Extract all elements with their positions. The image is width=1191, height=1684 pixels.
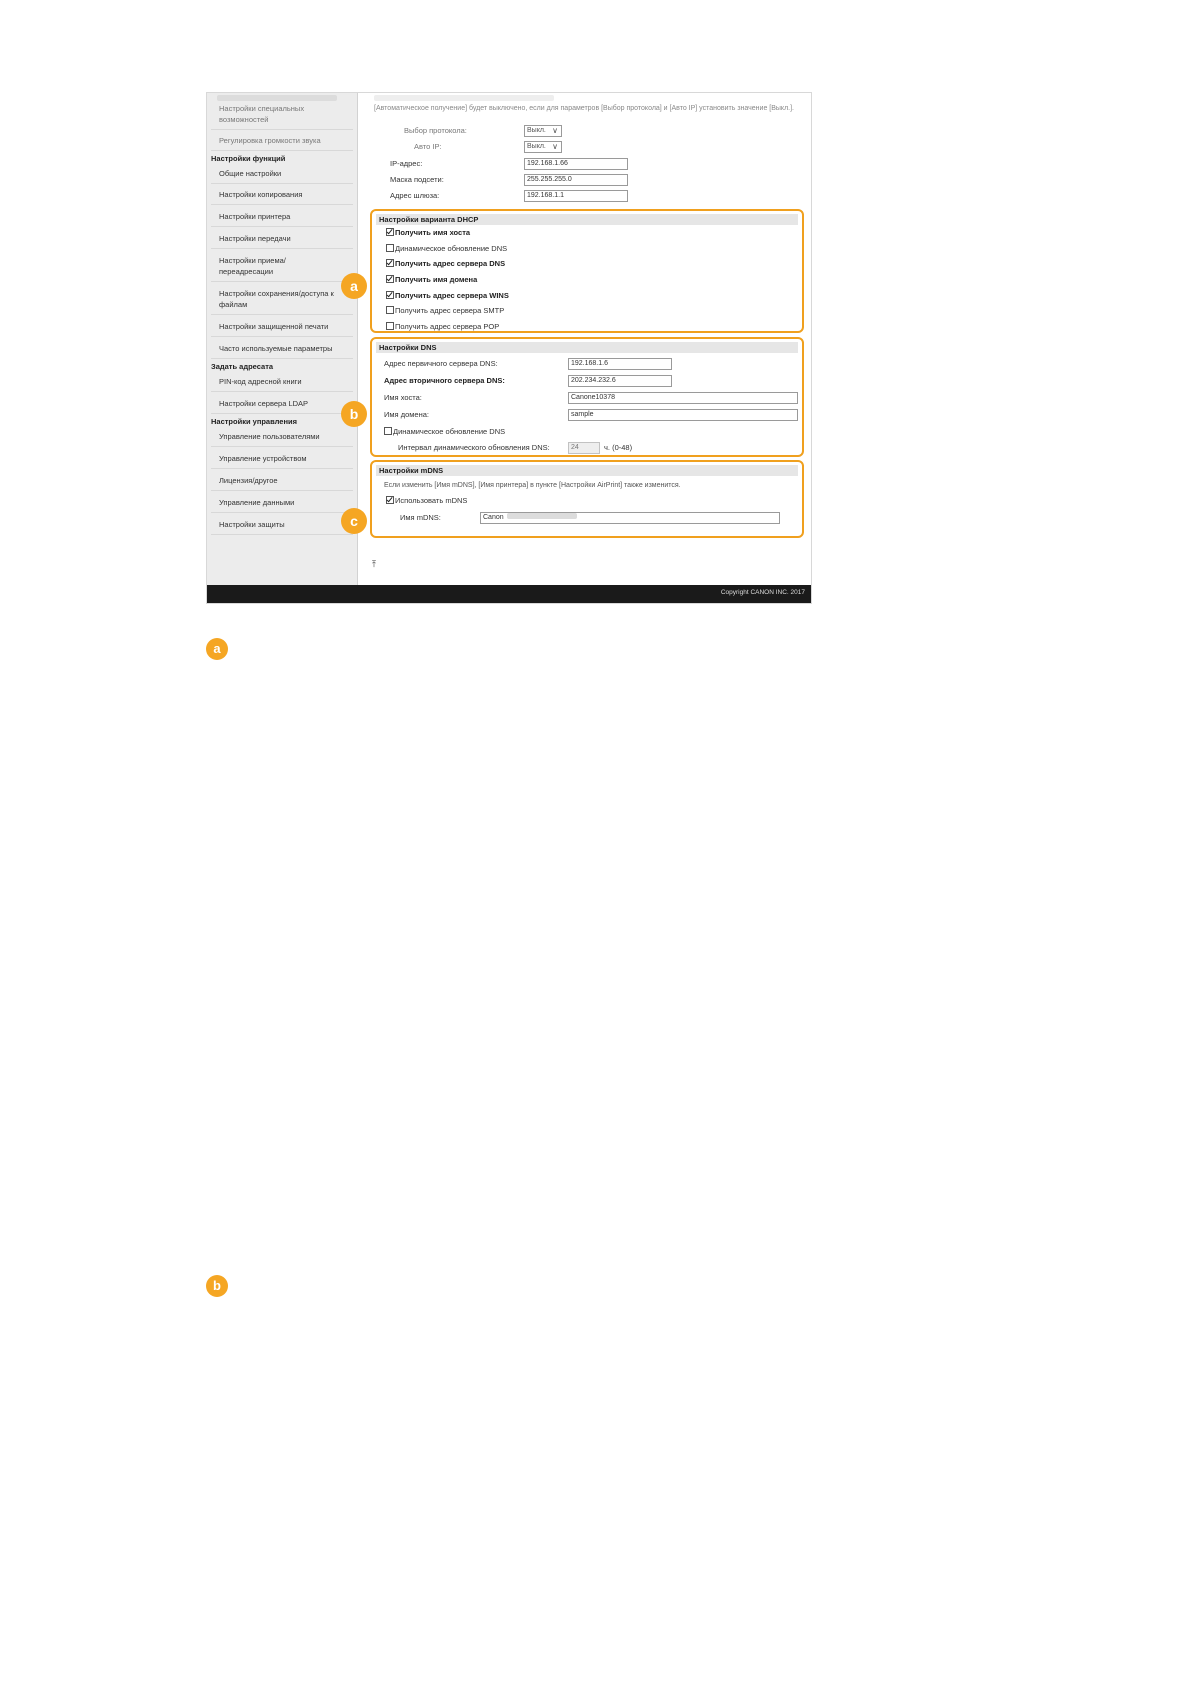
gateway-label: Адрес шлюза: — [390, 191, 440, 200]
dhcp-option-dns-server[interactable] — [386, 259, 505, 269]
domain-label: Имя домена: — [384, 410, 429, 419]
checkbox-label: Динамическое обновление DNS — [395, 244, 508, 253]
checkbox[interactable] — [386, 259, 394, 267]
checkbox-label: Получить адрес сервера WINS — [395, 291, 509, 300]
sidebar-item-users[interactable]: Управление пользователями — [219, 432, 320, 441]
dhcp-option-pop[interactable] — [386, 322, 499, 332]
divider — [211, 129, 353, 130]
divider — [211, 314, 353, 315]
interval-unit: ч. (0-48) — [604, 443, 633, 452]
callout-marker-a: a — [341, 273, 367, 299]
checkbox-label: Получить имя домена — [395, 275, 478, 284]
checkbox[interactable] — [386, 322, 394, 330]
use-mdns[interactable] — [386, 496, 467, 506]
protocol-select-value: Выкл. — [527, 127, 546, 134]
checkbox-label: Получить адрес сервера POP — [395, 322, 500, 331]
mdns-name-value: Canon — [483, 514, 504, 521]
divider — [211, 204, 353, 205]
sidebar-item-address-pin[interactable]: PIN-код адресной книги — [219, 377, 302, 386]
checkbox-label: Получить адрес сервера DNS — [395, 259, 506, 268]
divider — [211, 490, 353, 491]
sidebar — [207, 93, 358, 585]
dns-settings-section — [370, 337, 804, 457]
ip-address-label: IP-адрес: — [390, 159, 423, 168]
sidebar-item-data[interactable]: Управление данными — [219, 498, 295, 507]
dhcp-section-title: Настройки варианта DHCP — [376, 214, 798, 225]
ip-address-input[interactable]: 192.168.1.66 — [524, 158, 628, 170]
subnet-mask-label: Маска подсети: — [390, 175, 444, 184]
dns-dynamic-update[interactable] — [384, 427, 505, 437]
autoip-select[interactable] — [524, 141, 562, 153]
mdns-name-input[interactable] — [480, 512, 780, 524]
divider — [211, 468, 353, 469]
sidebar-item-printer[interactable]: Настройки принтера — [219, 212, 291, 221]
sidebar-item-security[interactable]: Настройки защиты — [219, 520, 285, 529]
legend-marker-a: a — [206, 638, 228, 660]
divider — [211, 358, 353, 359]
web-ui-screenshot — [206, 92, 812, 604]
protocol-select[interactable] — [524, 125, 562, 137]
sidebar-group-management: Настройки управления — [211, 417, 297, 426]
checkbox-label: Использовать mDNS — [395, 496, 468, 505]
dhcp-option-dynamic-dns[interactable] — [386, 244, 507, 254]
sidebar-item-accessibility[interactable]: Настройки специальных возможностей — [219, 104, 305, 124]
hostname-label: Имя хоста: — [384, 393, 422, 402]
arrow-to-top-icon[interactable]: ⤒ — [372, 559, 376, 569]
checkbox-label: Получить адрес сервера SMTP — [395, 306, 505, 315]
autoip-label: Авто IP: — [414, 142, 442, 151]
divider — [211, 512, 353, 513]
legend-marker-b: b — [206, 1275, 228, 1297]
checkbox[interactable] — [386, 306, 394, 314]
checkbox-label: Получить имя хоста — [395, 228, 471, 237]
sidebar-item-ldap[interactable]: Настройки сервера LDAP — [219, 399, 309, 408]
dns-section-title: Настройки DNS — [376, 342, 798, 353]
primary-dns-input[interactable]: 192.168.1.6 — [568, 358, 672, 370]
sidebar-group-destination: Задать адресата — [211, 362, 274, 371]
sidebar-cut-item — [217, 95, 337, 101]
divider — [211, 336, 353, 337]
sidebar-item-copy[interactable]: Настройки копирования — [219, 190, 303, 199]
sidebar-group-functions: Настройки функций — [211, 154, 286, 163]
gateway-input[interactable]: 192.168.1.1 — [524, 190, 628, 202]
checkbox[interactable] — [386, 275, 394, 283]
divider — [211, 446, 353, 447]
checkbox[interactable] — [386, 291, 394, 299]
checkbox-label: Динамическое обновление DNS — [393, 427, 506, 436]
main-content — [358, 93, 811, 585]
secondary-dns-input[interactable]: 202.234.232.6 — [568, 375, 672, 387]
checkbox[interactable] — [386, 244, 394, 252]
divider — [211, 248, 353, 249]
redacted-text — [507, 513, 577, 519]
dhcp-options-section — [370, 209, 804, 333]
sidebar-item-storage[interactable]: Настройки сохранения/доступа к файлам — [219, 289, 334, 309]
interval-label: Интервал динамического обновления DNS: — [398, 443, 550, 452]
domain-input[interactable]: sample — [568, 409, 798, 421]
divider — [211, 391, 353, 392]
primary-dns-label: Адрес первичного сервера DNS: — [384, 359, 498, 368]
dhcp-option-hostname[interactable] — [386, 228, 470, 238]
checkbox[interactable] — [386, 496, 394, 504]
secondary-dns-label: Адрес вторичного сервера DNS: — [384, 376, 505, 385]
chevron-down-icon: ∨ — [552, 126, 558, 135]
hostname-input[interactable]: Canone10378 — [568, 392, 798, 404]
dhcp-option-domain[interactable] — [386, 275, 477, 285]
sidebar-item-send[interactable]: Настройки передачи — [219, 234, 291, 243]
divider — [211, 226, 353, 227]
page-title-cut — [374, 95, 554, 101]
interval-input[interactable]: 24 — [568, 442, 600, 454]
divider — [211, 183, 353, 184]
protocol-label: Выбор протокола: — [404, 126, 467, 135]
sidebar-item-favorites[interactable]: Часто используемые параметры — [219, 344, 333, 353]
mdns-note: Если изменить [Имя mDNS], [Имя принтера] в пункте [Настройки AirPrint] также изменится. — [384, 482, 681, 489]
sidebar-item-volume[interactable]: Регулировка громкости звука — [219, 136, 321, 145]
mdns-name-label: Имя mDNS: — [400, 513, 441, 522]
autoip-select-value: Выкл. — [527, 143, 546, 150]
auto-ip-note: [Автоматическое получение] будет выключено, если для параметров [Выбор протокола] и [Авто IP] установить значение [Выкл.]. — [374, 105, 794, 112]
callout-marker-c: c — [341, 508, 367, 534]
dhcp-option-wins[interactable] — [386, 291, 509, 301]
sidebar-item-general[interactable]: Общие настройки — [219, 169, 282, 178]
divider — [211, 281, 353, 282]
mdns-settings-section — [370, 460, 804, 538]
mdns-section-title: Настройки mDNS — [376, 465, 798, 476]
callout-marker-b: b — [341, 401, 367, 427]
sidebar-item-device[interactable]: Управление устройством — [219, 454, 307, 463]
sidebar-item-receive[interactable]: Настройки приема/переадресации — [219, 256, 286, 276]
dhcp-option-smtp[interactable] — [386, 306, 504, 316]
divider — [211, 534, 353, 535]
copyright-text: Copyright CANON INC. 2017 — [720, 589, 805, 596]
divider — [211, 150, 353, 151]
subnet-mask-input[interactable]: 255.255.255.0 — [524, 174, 628, 186]
chevron-down-icon: ∨ — [552, 142, 558, 151]
footer — [207, 585, 811, 603]
sidebar-item-secure-print[interactable]: Настройки защищенной печати — [219, 322, 329, 331]
divider — [211, 413, 353, 414]
checkbox[interactable] — [384, 427, 392, 435]
sidebar-item-license[interactable]: Лицензия/другое — [219, 476, 278, 485]
checkbox[interactable] — [386, 228, 394, 236]
